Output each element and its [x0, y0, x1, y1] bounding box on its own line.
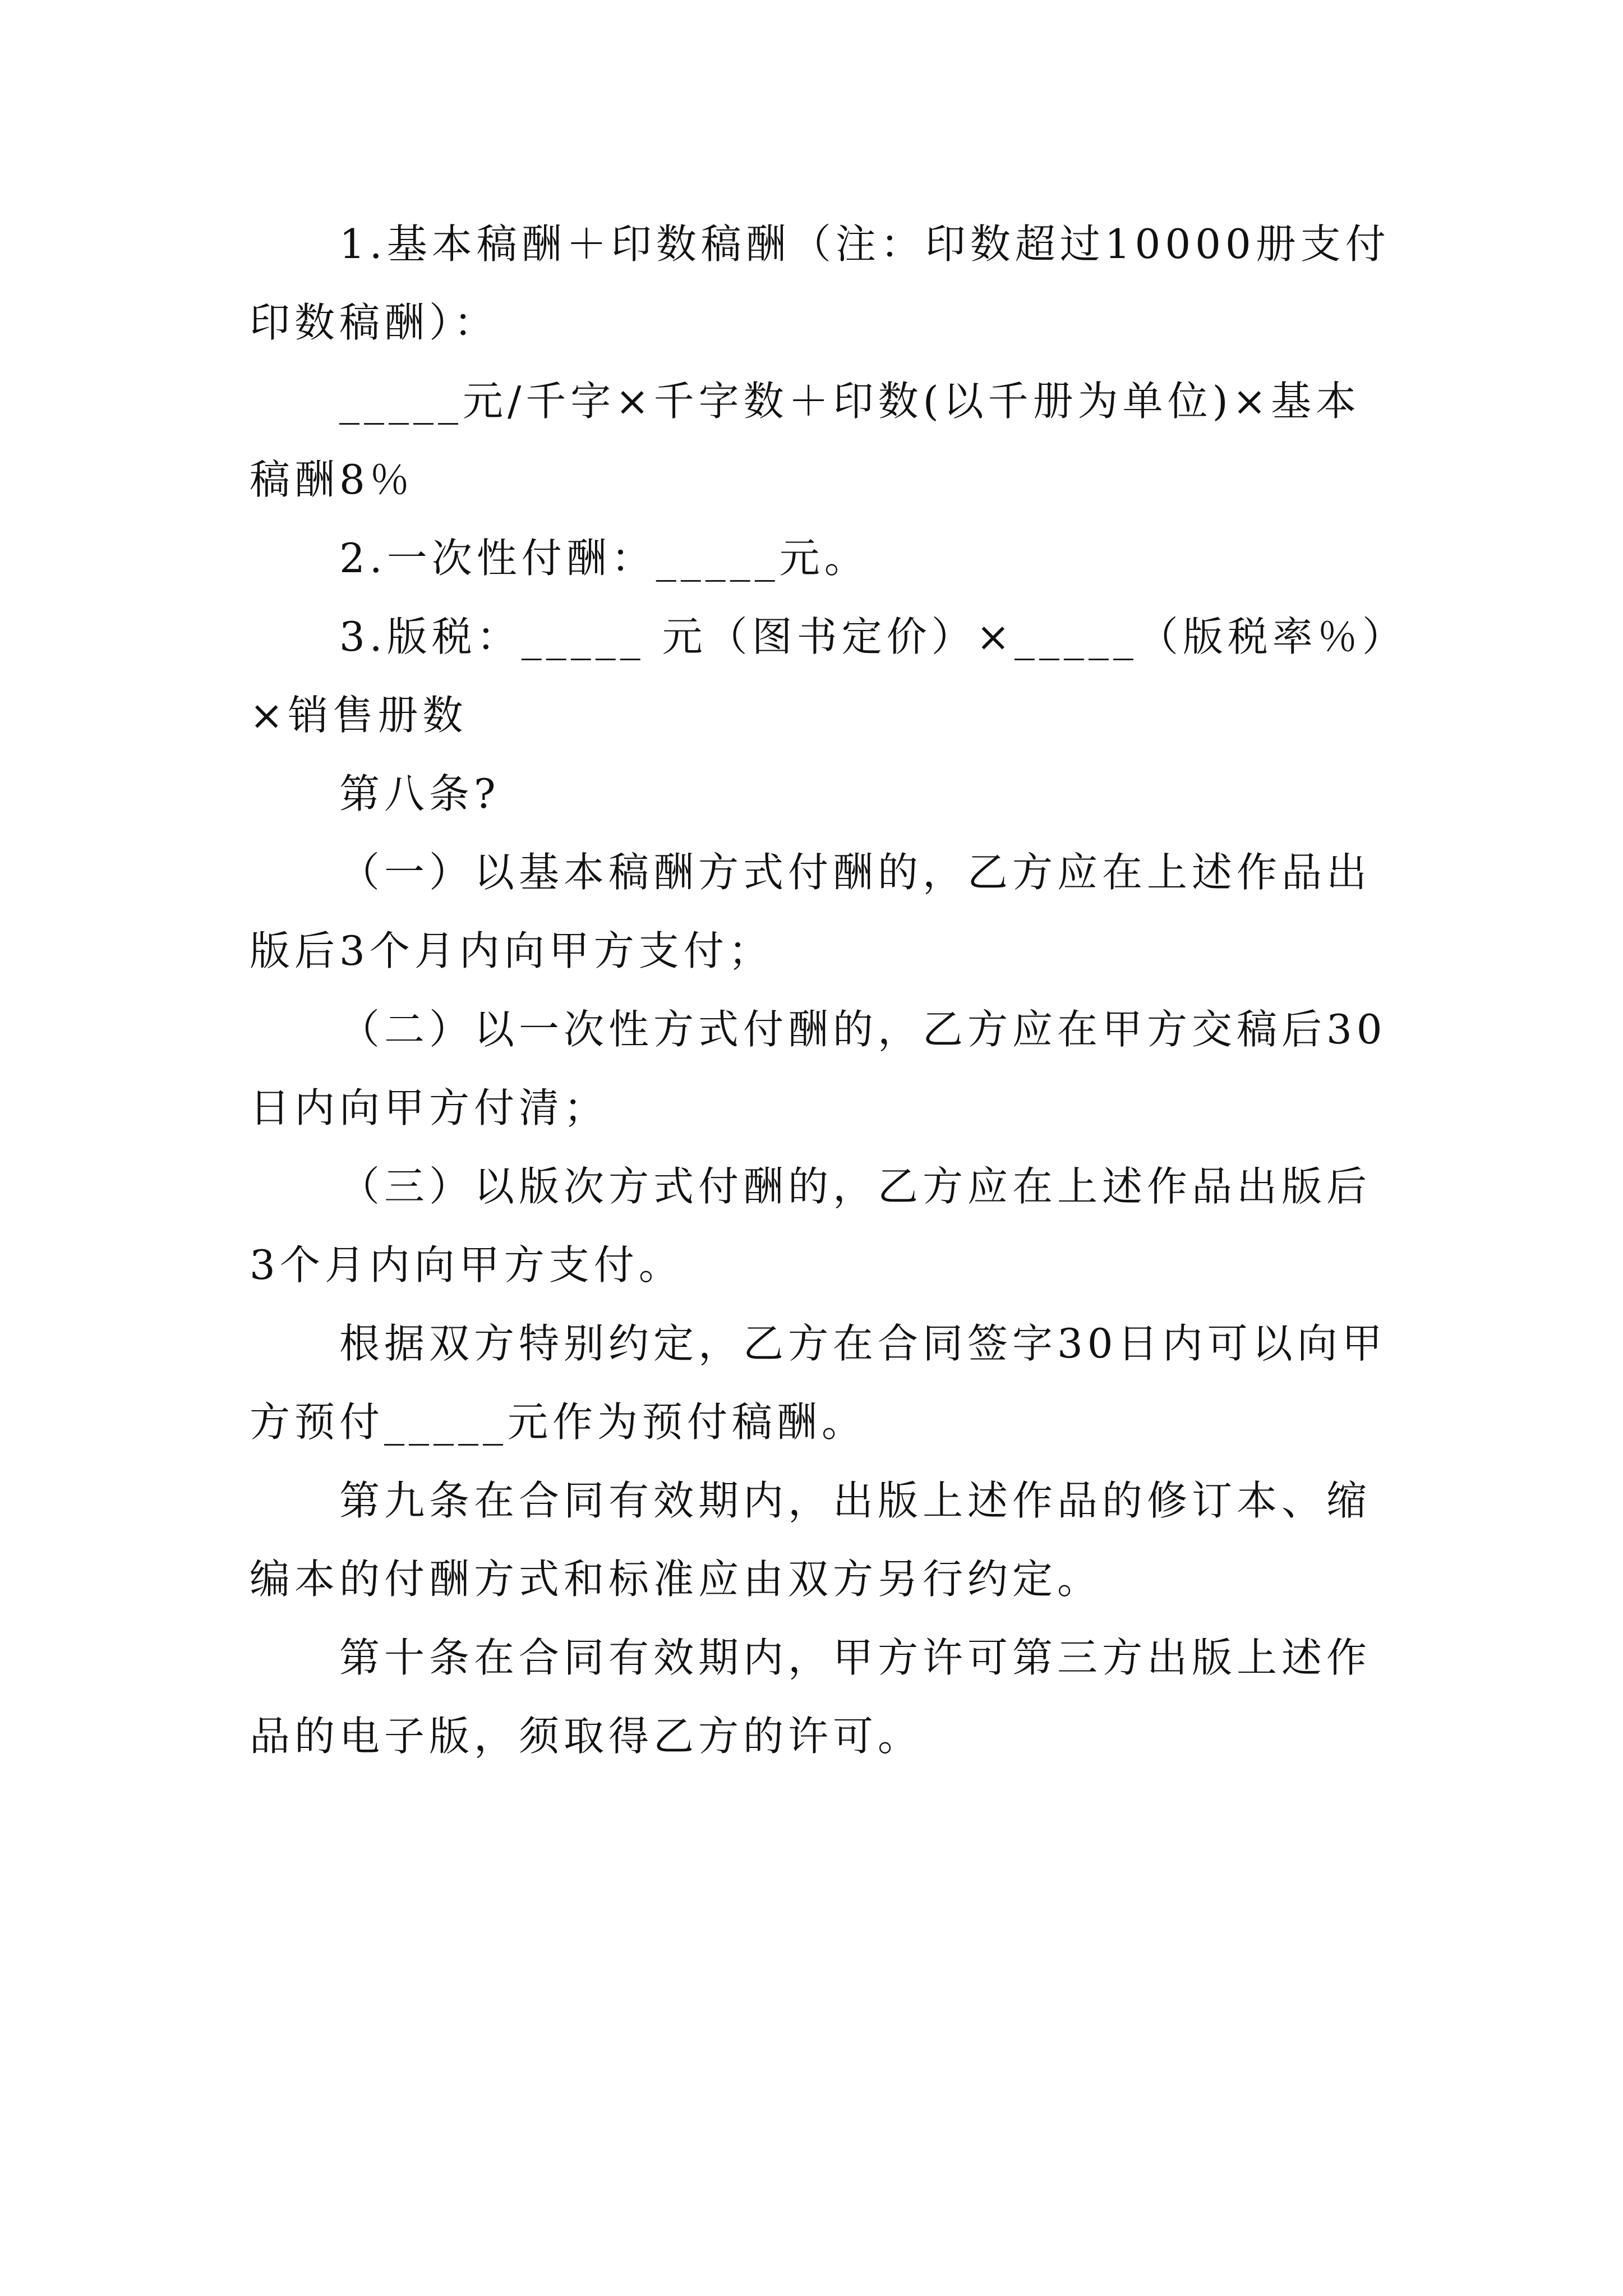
- paragraph-royalty-formula: _____元/千字×千字数＋印数(以千册为单位)×基本稿酬8％: [250, 378, 1361, 503]
- paragraph-article-eight: 第八条?: [339, 770, 500, 817]
- document-body: [250, 205, 1394, 1775]
- paragraph-royalty-rate: 3.版税：_____ 元（图书定价）×_____（版税率％）×销售册数: [250, 613, 1387, 739]
- paragraph-article-ten: 第十条在合同有效期内，甲方许可第三方出版上述作品的电子版，须取得乙方的许可。: [250, 1634, 1372, 1760]
- paragraph-article-nine: 第九条在合同有效期内，出版上述作品的修订本、缩编本的付酬方式和标准应由双方另行约定。: [250, 1477, 1372, 1603]
- paragraph-lump-sum: 2.一次性付酬：_____元。: [339, 535, 869, 582]
- paragraph-payment-term-two: （二）以一次性方式付酬的，乙方应在甲方交稿后30日内向甲方付清；: [250, 1006, 1387, 1131]
- paragraph-payment-term-one: （一）以基本稿酬方式付酬的，乙方应在上述作品出版后3个月内向甲方支付；: [250, 849, 1372, 974]
- paragraph-advance-payment: 根据双方特别约定，乙方在合同签字30日内可以向甲方预付_____元作为预付稿酬。: [250, 1320, 1387, 1446]
- paragraph-basic-royalty: 1.基本稿酬＋印数稿酬（注：印数超过10000册支付印数稿酬）：: [250, 220, 1390, 346]
- paragraph-payment-term-three: （三）以版次方式付酬的，乙方应在上述作品出版后3个月内向甲方支付。: [250, 1163, 1372, 1289]
